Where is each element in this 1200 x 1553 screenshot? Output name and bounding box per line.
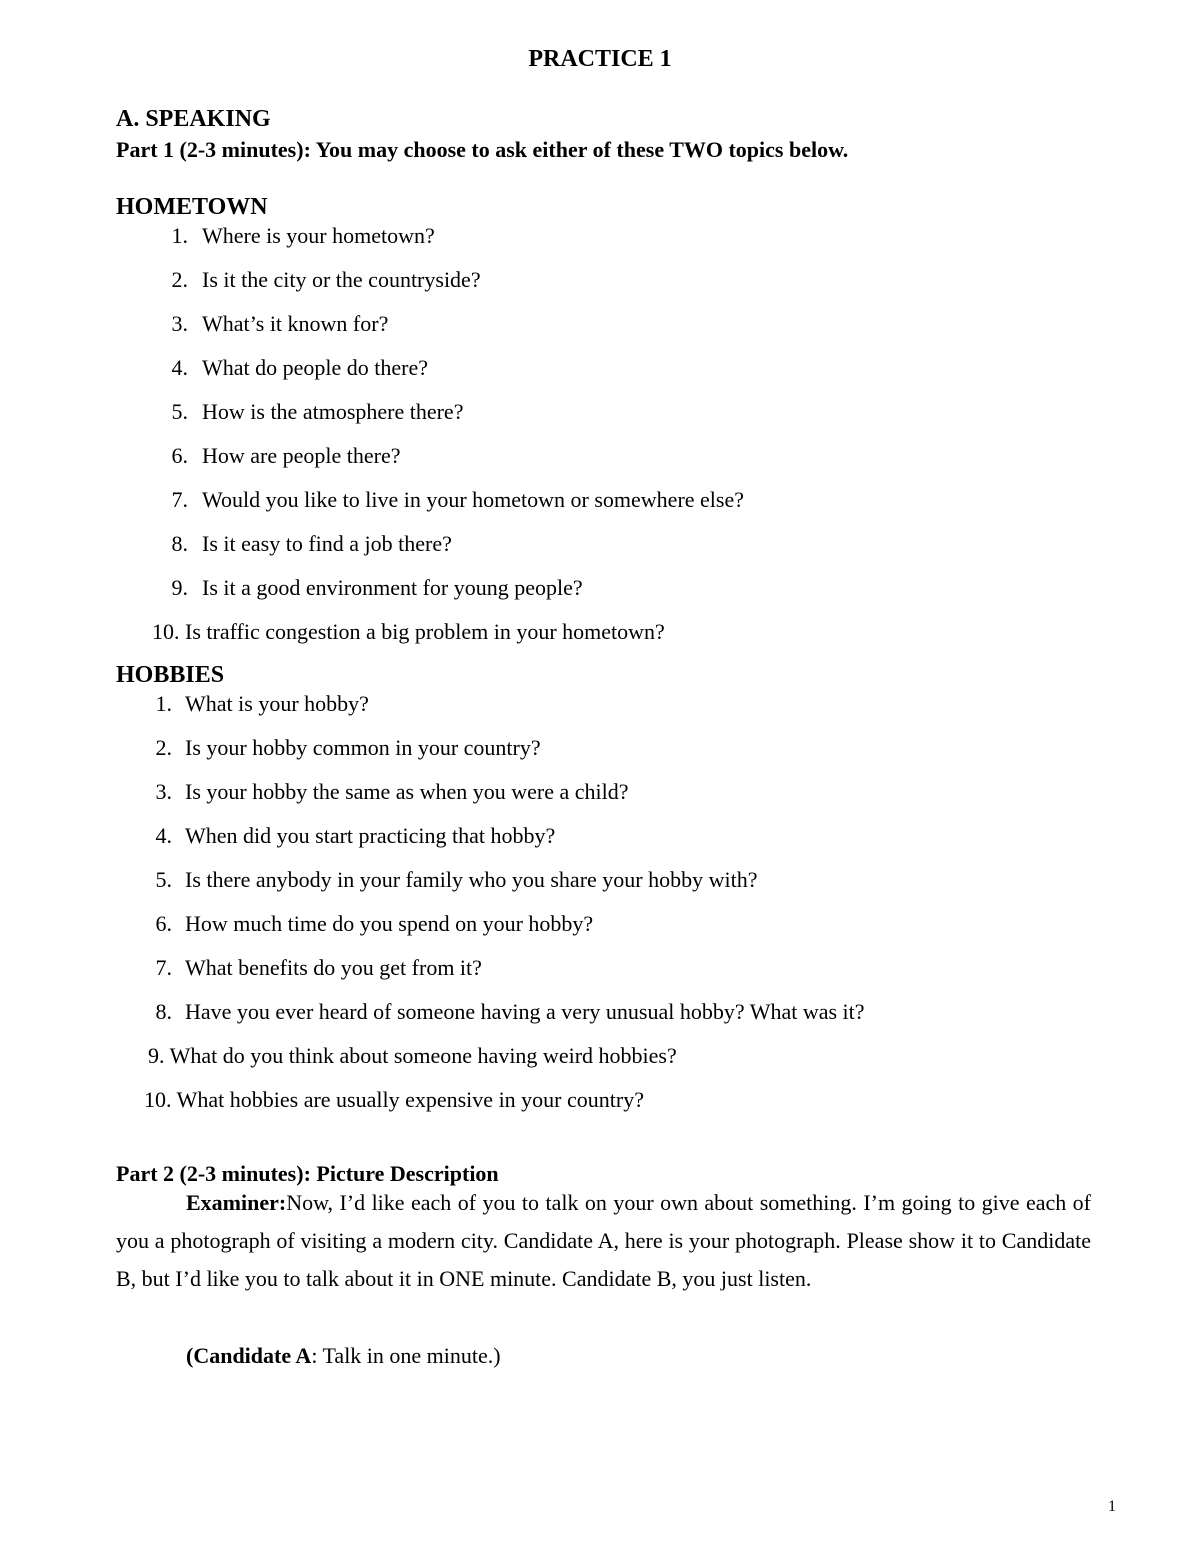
list-number: 8. — [155, 999, 172, 1024]
list-item — [0, 266, 1200, 310]
list-number: 9. — [171, 575, 188, 600]
list-number: 9. — [148, 1043, 165, 1068]
list-item — [0, 530, 1200, 574]
list-item — [0, 954, 1200, 998]
hometown-heading: HOMETOWN — [116, 194, 268, 220]
candidate-text: : Talk in one minute.) — [311, 1343, 501, 1368]
list-number: 10. — [152, 619, 180, 644]
list-item — [0, 998, 1200, 1042]
question-text: What is your hobby? — [185, 691, 369, 716]
list-number: 3. — [171, 311, 188, 336]
part2-heading: Part 2 (2-3 minutes): Picture Description — [116, 1161, 499, 1186]
list-item — [0, 778, 1200, 822]
question-text: Is traffic congestion a big problem in your hometown? — [185, 619, 665, 644]
part1-heading: Part 1 (2-3 minutes): You may choose to ask either of these TWO topics below. — [116, 137, 849, 162]
hobbies-question-list — [0, 690, 1200, 1042]
list-number: 1. — [155, 691, 172, 716]
question-text: What hobbies are usually expensive in your country? — [176, 1087, 644, 1112]
list-item — [0, 690, 1200, 734]
candidate-open-paren: ( — [186, 1343, 194, 1368]
question-text: Would you like to live in your hometown or somewhere else? — [202, 487, 744, 512]
hometown-question-list — [0, 222, 1200, 618]
list-number: 4. — [171, 355, 188, 380]
list-item — [0, 442, 1200, 486]
list-item — [0, 574, 1200, 618]
page-title: PRACTICE 1 — [528, 46, 672, 72]
candidate-instruction — [186, 1342, 501, 1370]
list-item — [144, 1086, 644, 1114]
list-number: 10. — [144, 1087, 172, 1112]
list-number: 2. — [155, 735, 172, 760]
question-text: Is your hobby the same as when you were a child? — [185, 779, 629, 804]
list-item — [0, 354, 1200, 398]
question-text: What’s it known for? — [202, 311, 389, 336]
question-text: Is it the city or the countryside? — [202, 267, 481, 292]
question-text: Is it a good environment for young people? — [202, 575, 583, 600]
question-text: How is the atmosphere there? — [202, 399, 464, 424]
list-item — [0, 910, 1200, 954]
list-item — [152, 618, 665, 646]
question-text: How much time do you spend on your hobby? — [185, 911, 594, 936]
question-text: Is it easy to find a job there? — [202, 531, 452, 556]
list-item — [0, 310, 1200, 354]
question-text: Is your hobby common in your country? — [185, 735, 541, 760]
list-number: 7. — [155, 955, 172, 980]
question-text: Have you ever heard of someone having a very unusual hobby? What was it? — [185, 999, 865, 1024]
list-number: 6. — [171, 443, 188, 468]
list-number: 2. — [171, 267, 188, 292]
question-text: What do people do there? — [202, 355, 429, 380]
list-item — [0, 222, 1200, 266]
list-item — [0, 486, 1200, 530]
question-text: Where is your hometown? — [202, 223, 435, 248]
hobbies-heading: HOBBIES — [116, 662, 225, 688]
examiner-text: Now, I’d like each of you to talk on your own about something. I’m going to give each of you a photograph of visiting a modern city. Candidate A, here is your photograph. Please show it to Candidate B, but I’d like you to talk about it in ONE minute. Candidate B, you just listen. — [116, 1190, 1091, 1291]
list-item — [0, 398, 1200, 442]
candidate-label: Candidate A — [193, 1343, 312, 1368]
section-a-heading: A. SPEAKING — [116, 106, 271, 132]
list-number: 1. — [171, 223, 188, 248]
question-text: When did you start practicing that hobby? — [185, 823, 556, 848]
list-item — [148, 1042, 677, 1070]
list-number: 8. — [171, 531, 188, 556]
list-item — [0, 866, 1200, 910]
page-number: 1 — [1108, 1498, 1116, 1515]
question-text: How are people there? — [202, 443, 401, 468]
list-number: 4. — [155, 823, 172, 848]
question-text: What benefits do you get from it? — [185, 955, 482, 980]
question-text: What do you think about someone having weird hobbies? — [169, 1043, 677, 1068]
list-number: 7. — [171, 487, 188, 512]
question-text: Is there anybody in your family who you share your hobby with? — [185, 867, 758, 892]
examiner-label: Examiner: — [186, 1190, 287, 1215]
list-item — [0, 822, 1200, 866]
list-item — [0, 734, 1200, 778]
list-number: 5. — [155, 867, 172, 892]
examiner-paragraph — [116, 1184, 1091, 1298]
list-number: 6. — [155, 911, 172, 936]
list-number: 3. — [155, 779, 172, 804]
list-number: 5. — [171, 399, 188, 424]
